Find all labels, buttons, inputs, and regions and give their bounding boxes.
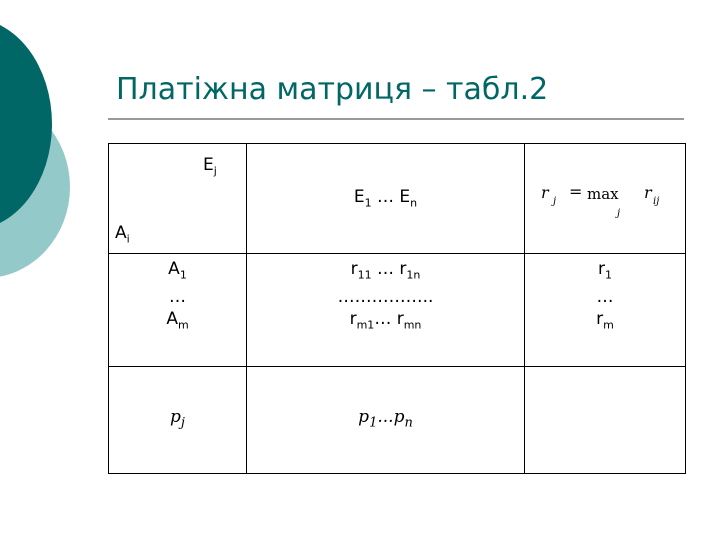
max-risk-ellipsis: … <box>596 287 614 308</box>
corner-label-ej: $E_j$ <box>203 155 217 178</box>
corner-label-ai: $A_i$ <box>115 223 130 246</box>
table-row-header <box>109 144 686 254</box>
corner-cell <box>109 144 247 254</box>
strategies-cell <box>109 254 247 367</box>
strategy-first: $A_1$ <box>168 259 187 282</box>
risk-formula: r j = max j r ij <box>541 182 660 219</box>
probability-label: $p_j$ <box>170 406 185 431</box>
risk-formula-cell <box>525 144 686 254</box>
risk-row-ellipsis: …………….. <box>337 287 434 308</box>
table-row-strategies <box>109 254 686 367</box>
max-risk-first: $r_1$ <box>598 259 612 282</box>
risk-values-cell <box>247 254 525 367</box>
probability-label-cell <box>109 367 247 474</box>
strategy-ellipsis: … <box>169 287 186 308</box>
probabilities-values: $p_1...p_n$ <box>358 406 413 431</box>
states-header-cell <box>247 144 525 254</box>
states-header-label: $E_1$ … $E_n$ <box>353 187 418 210</box>
risk-row-first: $r_{11}$ … $r_{1n}$ <box>350 259 421 282</box>
strategy-last: $A_m$ <box>166 309 189 332</box>
payoff-matrix-table <box>108 143 686 474</box>
max-risk-last: $r_m$ <box>596 309 614 332</box>
max-risk-cell <box>525 254 686 367</box>
title-underline <box>108 118 684 120</box>
empty-cell <box>525 367 686 474</box>
risk-row-last: $r_{m1}\dots$ $r_{mn}$ <box>349 309 422 332</box>
probabilities-cell <box>247 367 525 474</box>
slide-title: Платіжна матриця – табл.2 <box>116 72 549 107</box>
table-row-probabilities <box>109 367 686 474</box>
